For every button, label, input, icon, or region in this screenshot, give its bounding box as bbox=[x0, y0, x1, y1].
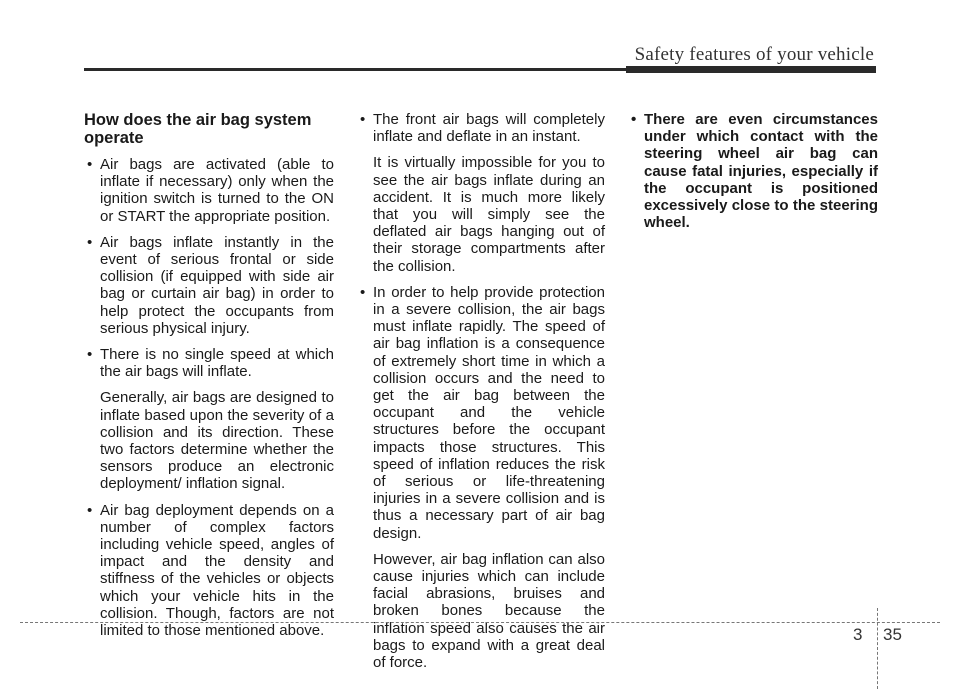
list-item-text: There is no single speed at which the air bags will inflate. bbox=[100, 346, 334, 381]
bullet-marker: • bbox=[87, 233, 93, 251]
column-2 bbox=[357, 111, 605, 680]
bullet-marker: • bbox=[87, 501, 93, 519]
footer-rule bbox=[20, 622, 940, 623]
paragraph: However, air bag inflation can also cause injuries which can include facial abrasions, bruises and broken bones because the inflation speed also causes the air bags to expand with a great deal of force. bbox=[373, 550, 605, 672]
footer-divider bbox=[877, 608, 878, 689]
paragraph: It is virtually impossible for you to see the air bags inflate during an accident. It is much more likely that you will simply see the deflated air bags hanging out of their storage compartments after the collision. bbox=[373, 154, 605, 275]
bullet-list bbox=[357, 284, 605, 542]
paragraph: Generally, air bags are designed to inflate based upon the severity of a collision and its direction. These two factors determine whether the sensors produce an electronic deployment/ inflation signal. bbox=[100, 389, 334, 493]
bullet-list bbox=[84, 156, 334, 380]
list-item bbox=[357, 111, 605, 145]
list-item-text: Air bag deployment depends on a number of complex factors including vehicle speed, angles of impact and the density and stiffness of the vehicles or objects which your vehicle hits in the collision. Though, factors are not limited to those mentioned above. bbox=[100, 501, 334, 640]
bullet-marker: • bbox=[360, 111, 366, 128]
bullet-marker: • bbox=[87, 346, 93, 364]
list-item-text: The front air bags will completely inflate and deflate in an instant. bbox=[373, 111, 605, 146]
list-item-text: Air bags inflate instantly in the event of serious frontal or side collision (if equipped with side air bag or curtain air bag) in order to help protect the occupants from serious physical injury. bbox=[100, 233, 334, 337]
bullet-list bbox=[357, 111, 605, 145]
bullet-marker: • bbox=[87, 156, 93, 173]
list-item bbox=[357, 284, 605, 542]
bullet-marker: • bbox=[360, 283, 366, 301]
list-item-text: In order to help provide protection in a severe collision, the air bags must inflate rapidly. The speed of air bag inflation is a consequence of extremely short time in which a collision occurs and the need to get the air bag between the occupant and the vehicle structures before the occupant impacts those structures. This speed of inflation reduces the risk of serious or life-threatening injuries in a severe collision and is thus a necessary part of air bag design. bbox=[373, 283, 605, 542]
section-title: Safety features of your vehicle bbox=[634, 44, 874, 65]
header-rule-accent bbox=[626, 66, 876, 73]
section-heading: How does the air bag system operate bbox=[84, 111, 312, 147]
column-3 bbox=[628, 111, 878, 240]
column-1 bbox=[84, 111, 334, 648]
list-item bbox=[84, 346, 334, 380]
bullet-list bbox=[628, 111, 878, 231]
bullet-marker: • bbox=[631, 111, 637, 128]
list-item-text: There are even circumstances under which contact with the steering wheel air bag can cause fatal injuries, especially if the occupant is positioned excessively close to the steering wheel. bbox=[644, 111, 878, 232]
list-item bbox=[84, 156, 334, 225]
chapter-number: 3 bbox=[853, 625, 863, 644]
page-number: 35 bbox=[883, 625, 902, 644]
list-item bbox=[84, 502, 334, 640]
bullet-list bbox=[84, 502, 334, 640]
list-item bbox=[84, 234, 334, 337]
warning-item bbox=[628, 111, 878, 231]
list-item-text: Air bags are activated (able to inflate if necessary) only when the ignition switch is turned to the ON or START the appropriate position. bbox=[100, 156, 334, 225]
